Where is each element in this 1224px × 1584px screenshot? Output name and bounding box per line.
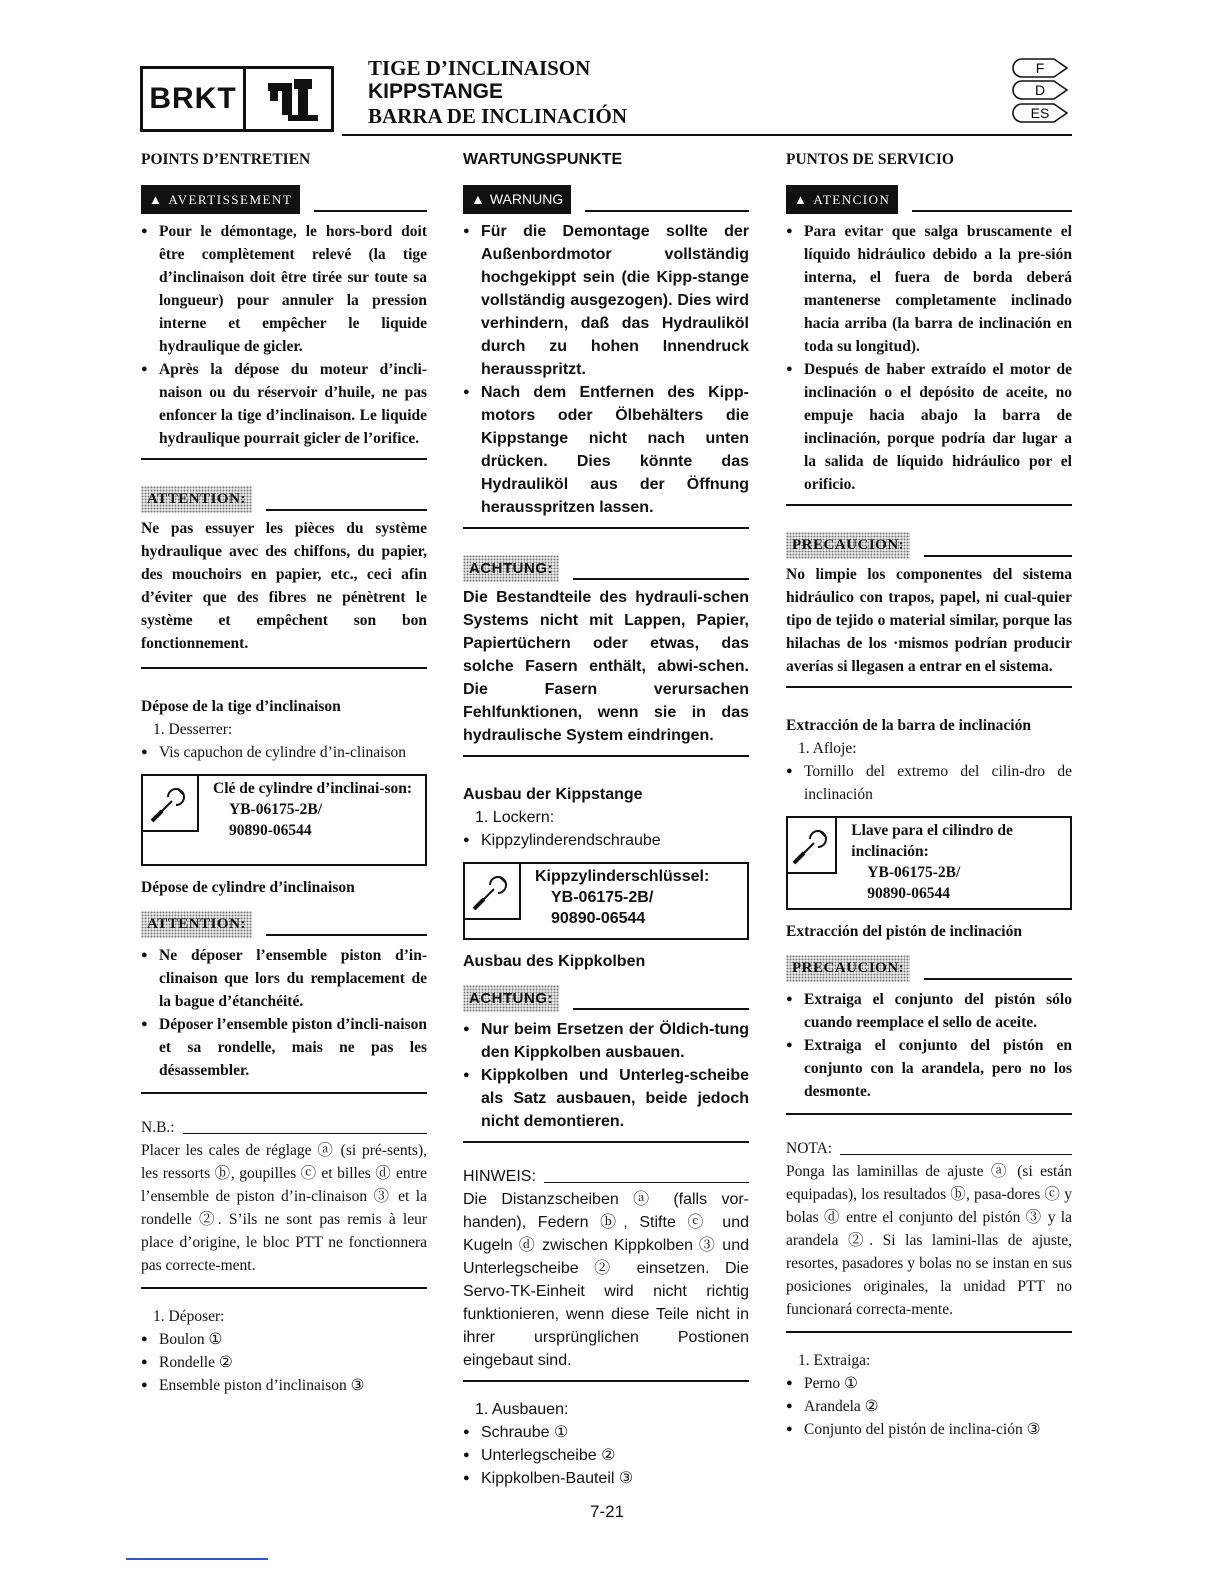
warning-header <box>786 185 1072 214</box>
cylinder-heading: Extracción del pistón de inclinación <box>786 923 1022 940</box>
tool-text <box>521 864 715 938</box>
title-fr: TIGE D’INCLINAISON <box>368 56 591 80</box>
attention-list <box>463 1018 749 1133</box>
tool-name: Clé de cylindre d’inclinai-son: <box>213 780 413 797</box>
tool-part-number: 90890-06544 <box>229 822 312 839</box>
column-german <box>463 148 749 1490</box>
special-tool-box <box>786 816 1072 910</box>
tool-name: Kippzylinderschlüssel: <box>535 868 710 885</box>
warning-item: ● Für die Demontage sollte der Außenbordmotor vollständig hochgekippt sein (die Kipp-stange vollständig ausgezogen). Dies wird verhindern, daß das Hydrauliköl durch zu hohen Innendruck herausspritzt. <box>463 220 749 381</box>
tool-text <box>837 818 1070 908</box>
warning-badge <box>463 185 571 214</box>
step-item: ● Vis capuchon de cylindre d’in-clinaison <box>141 741 427 764</box>
badge-label: BRKT <box>143 69 246 129</box>
step-item: ● Kippkolben-Bauteil ③ <box>463 1467 749 1490</box>
attention-header <box>463 555 749 582</box>
cylinder-heading: Ausbau des Kippkolben <box>463 953 646 970</box>
step-items <box>141 1328 427 1397</box>
tool-part-number: YB-06175-2B/ <box>229 801 322 818</box>
step-item: ● Rondelle ② <box>141 1351 427 1374</box>
attention-badge: PRECAUCION: <box>786 532 910 559</box>
warning-item: ● Après la dépose du moteur d’incli-naison ou du réservoir d’huile, ne pas enfoncer la tige d’inclinaison. Le liquide hydraulique pourrait gicler de l’orifice. <box>141 358 427 450</box>
warning-badge <box>141 185 300 214</box>
attention-badge: PRECAUCION: <box>786 955 910 982</box>
note-label: HINWEIS: <box>463 1168 536 1185</box>
step-item: ● Boulon ① <box>141 1328 427 1351</box>
warning-list <box>463 220 749 519</box>
attention-list <box>141 944 427 1082</box>
attention-header <box>141 911 427 938</box>
warning-list <box>141 220 427 450</box>
step-deposer: 1. Déposer: <box>153 1308 225 1325</box>
note-header <box>141 1116 427 1139</box>
warning-item: ● Después de haber extraído el motor de inclinación o el depósito de aceite, no empuje hacia abajo la barra de inclinación, porque podría dar lugar a la salida de líquido hidráulico por el orificio. <box>786 358 1072 496</box>
note-text: Ponga las laminillas de ajuste ⓐ (si están equipadas), los resultados ⓑ, pasa-dores ⓒ y bolas ⓓ entre el conjunto del pistón ③ y la arandela ②. Si las lamini-llas de ajuste, resortes, pasadores y bolas no se instan en sus posiciones originales, la unidad PTT no funcionará correcta-mente. <box>786 1163 1072 1318</box>
step-item: ● Kippzylinderendschraube <box>463 829 749 852</box>
warning-triangle-icon: ▲ <box>794 192 809 207</box>
title-de: KIPPSTANGE <box>368 80 503 103</box>
step-item: ● Unterlegscheibe ② <box>463 1444 749 1467</box>
attention-item: ● Déposer l’ensemble piston d’incli-naison et sa rondelle, mais ne pas les désassembler. <box>141 1013 427 1082</box>
step-item: ● Conjunto del pistón de inclina-ción ③ <box>786 1418 1072 1441</box>
attention-badge: ACHTUNG: <box>463 555 559 582</box>
attention-badge: ACHTUNG: <box>463 985 559 1012</box>
removal-heading: Extracción de la barra de inclinación <box>786 717 1031 734</box>
section-badge <box>140 66 334 132</box>
attention-item: ● Ne déposer l’ensemble piston d’in-clinaison que lors du remplacement de la bague d’étanchéité. <box>141 944 427 1013</box>
attention-item: ● Kippkolben und Unterleg-scheibe als Satz ausbauen, beide jedoch nicht demontieren. <box>463 1064 749 1133</box>
column-spanish <box>786 148 1072 1441</box>
attention-header <box>141 486 427 513</box>
warning-label: AVERTISSEMENT <box>168 192 293 207</box>
attention-header <box>786 955 1072 982</box>
step-items <box>463 1421 749 1490</box>
section-heading: POINTS D’ENTRETIEN <box>141 151 311 168</box>
step-afloje: 1. Afloje: <box>798 740 857 757</box>
warning-item: ● Pour le démontage, le hors-bord doit être complètement relevé (la tige d’inclinaison doit être tirée sur toute sa longueur) pour annuler la pression interne et empêcher le liquide hydraulique de gicler. <box>141 220 427 358</box>
lang-tab-f <box>1012 58 1068 78</box>
tool-part-number: 90890-06544 <box>551 910 646 927</box>
warning-badge <box>786 185 898 214</box>
step-extraiga: 1. Extraiga: <box>798 1352 871 1369</box>
note-label: N.B.: <box>141 1119 175 1136</box>
warning-item: ● Para evitar que salga bruscamente el líquido hidráulico debido a la pre-sión interna, el fuera de borda deberá mantenerse completamente inclinado hacia arriba (la barra de inclinación en toda su longitud). <box>786 220 1072 358</box>
tilt-bracket-icon <box>246 69 331 129</box>
tool-part-number: YB-06175-2B/ <box>551 889 654 906</box>
tool-part-number: 90890-06544 <box>867 885 950 902</box>
removal-heading: Dépose de la tige d’inclinaison <box>141 698 341 715</box>
note-header <box>786 1137 1072 1160</box>
attention-header <box>463 985 749 1012</box>
step-item: ● Perno ① <box>786 1372 1072 1395</box>
step-item: ● Tornillo del extremo del cilin-dro de inclinación <box>786 760 1072 806</box>
warning-header <box>463 185 749 214</box>
wrench-tool-icon <box>788 818 837 874</box>
warning-item: ● Nach dem Entfernen des Kipp-motors oder Ölbehälters die Kippstange nicht nach unten drücken. Dies könnte das Hydrauliköl aus der Öffnung herausspritzen lassen. <box>463 381 749 519</box>
attention-header <box>786 532 1072 559</box>
step-lockern: 1. Lockern: <box>475 809 555 826</box>
special-tool-box <box>141 774 427 866</box>
note-label: NOTA: <box>786 1140 833 1157</box>
section-heading: PUNTOS DE SERVICIO <box>786 151 954 168</box>
footer-line <box>126 1558 268 1560</box>
step-items <box>463 829 749 852</box>
wrench-tool-icon <box>465 864 521 920</box>
attention-list <box>786 988 1072 1103</box>
lang-f-label: F <box>1035 60 1045 76</box>
attention-badge: ATTENTION: <box>141 486 252 513</box>
attention-text: No limpie los componentes del sistema hidráulico con trapos, papel, ni cual-quier tipo de tejido o material similar, porque las hilachas de los ·mismos podrían producir averías si llegasen a entrar en el sistema. <box>786 566 1072 675</box>
step-item: ● Arandela ② <box>786 1395 1072 1418</box>
attention-item: ● Extraiga el conjunto del pistón sólo cuando reemplace el sello de aceite. <box>786 988 1072 1034</box>
cylinder-heading: Dépose de cylindre d’inclinaison <box>141 879 355 896</box>
section-heading: WARTUNGSPUNKTE <box>463 151 623 168</box>
note-text: Placer les cales de réglage ⓐ (si pré-sents), les ressorts ⓑ, goupilles ⓒ et billes ⓓ entre l’ensemble de piston d’in-clinaison ③ et la rondelle ②. S’ils ne sont pas remis à leur place d’origine, le bloc PTT ne fonctionnera pas correcte-ment. <box>141 1142 427 1274</box>
warning-list <box>786 220 1072 496</box>
note-header <box>463 1165 749 1188</box>
warning-label: WARNUNG <box>489 191 564 207</box>
step-item: ● Schraube ① <box>463 1421 749 1444</box>
note-text: Die Distanzscheiben ⓐ (falls vor-handen), Federn ⓑ, Stifte ⓒ und Kugeln ⓓ zwischen Kippkolben ③ und Unterlegscheibe ② einsetzen. Die Servo-TK-Einheit wird nicht richtig funktionieren, wenn diese Teile nicht in ihrer ursprünglichen Postionen eingebaut sind. <box>463 1191 749 1369</box>
warning-label: ATENCION <box>813 192 891 207</box>
step-ausbauen: 1. Ausbauen: <box>475 1401 569 1418</box>
warning-triangle-icon: ▲ <box>471 191 485 207</box>
title-es: BARRA DE INCLINACIÓN <box>368 104 628 128</box>
attention-text: Ne pas essuyer les pièces du système hydraulique avec des chiffons, du papier, des mouchoirs en papier, etc., ceci afin d’éviter que des fibres ne pénètrent le système et empêchent son bon fonctionnement. <box>141 520 427 652</box>
tool-text <box>199 776 418 864</box>
attention-text: Die Bestandteile des hydrauli-schen Systems nicht mit Lappen, Papier, Papiertüchern oder etwas, das solche Fasern enthält, abwi-schen. Die Fasern verursachen Fehlfunktionen, wenn sie in das hydraulische System eindringen. <box>463 589 749 744</box>
attention-item: ● Extraiga el conjunto del pistón en conjunto con la arandela, pero no los desmonte. <box>786 1034 1072 1103</box>
lang-es-label: ES <box>1030 105 1050 121</box>
lang-d-label: D <box>1034 82 1046 98</box>
tool-part-number: YB-06175-2B/ <box>867 864 961 881</box>
warning-triangle-icon: ▲ <box>149 192 164 207</box>
header-rule <box>342 134 1072 136</box>
attention-badge: ATTENTION: <box>141 911 252 938</box>
step-item: ● Ensemble piston d’inclinaison ③ <box>141 1374 427 1397</box>
step-desserrer: 1. Desserrer: <box>153 721 233 738</box>
step-items <box>786 760 1072 806</box>
attention-item: ● Nur beim Ersetzen der Öldich-tung den Kippkolben ausbauen. <box>463 1018 749 1064</box>
page-number: 7-21 <box>590 1502 625 1521</box>
lang-tab-d <box>1012 80 1068 100</box>
lang-tab-es <box>1012 103 1068 123</box>
column-french <box>141 148 427 1397</box>
removal-heading: Ausbau der Kippstange <box>463 786 643 803</box>
tool-name: Llave para el cilindro de inclinación: <box>851 822 1013 860</box>
warning-header <box>141 185 427 214</box>
step-items <box>786 1372 1072 1441</box>
step-items <box>141 741 427 764</box>
wrench-tool-icon <box>143 776 199 832</box>
special-tool-box <box>463 862 749 940</box>
